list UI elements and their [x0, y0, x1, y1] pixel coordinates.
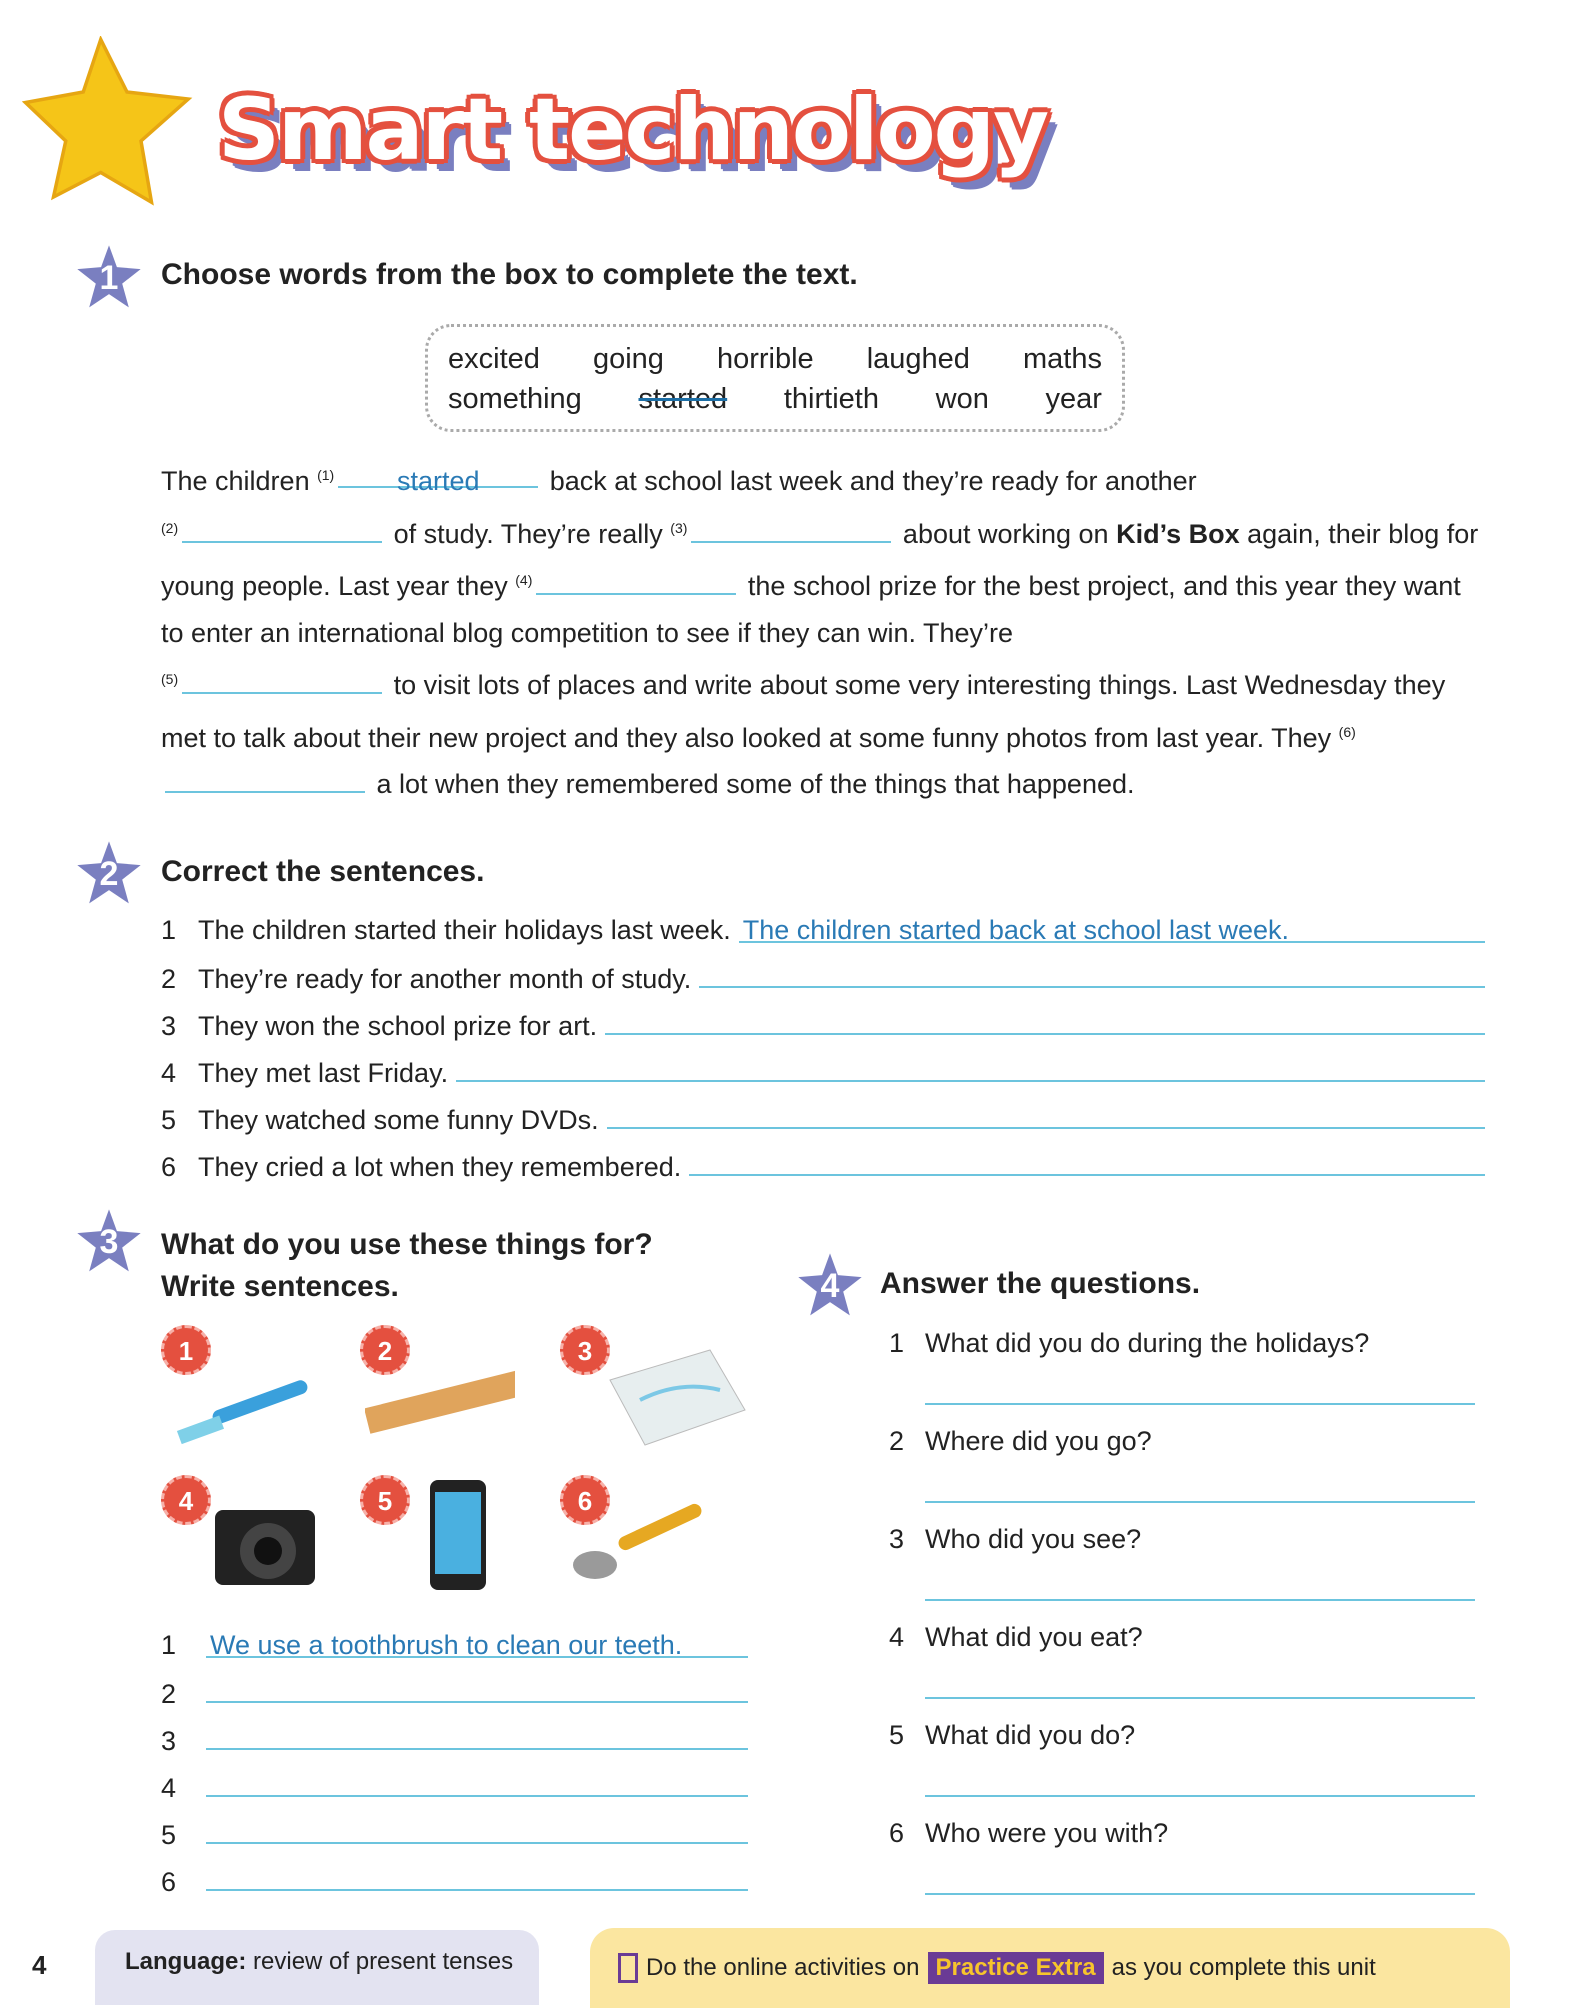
answer-line[interactable]: [607, 1103, 1485, 1129]
picture-number: 1: [161, 1325, 211, 1375]
correction-item: [161, 1056, 1485, 1089]
spoon-icon: [565, 1490, 715, 1600]
text: 5: [161, 1820, 177, 1850]
correction-item: [161, 1103, 1485, 1136]
text: They met last Friday.: [198, 1058, 449, 1088]
text: 6: [889, 1818, 905, 1848]
answer-line[interactable]: [605, 1009, 1485, 1035]
exercise-1-heading: Choose words from the box to complete the text.: [161, 258, 858, 291]
answer-line[interactable]: [699, 962, 1485, 988]
answer-line[interactable]: [456, 1056, 1485, 1082]
text: 1: [889, 1328, 905, 1358]
text: They’re ready for another month of study.: [198, 964, 692, 994]
word: laughed: [866, 343, 970, 375]
text: What did you eat?: [925, 1622, 1143, 1652]
picture-number: 5: [360, 1475, 410, 1525]
toothbrush-icon: [170, 1355, 320, 1465]
sentence-item: [161, 1724, 748, 1757]
text: (5): [161, 671, 179, 687]
answer-line[interactable]: The children started back at school last week.: [739, 917, 1485, 943]
question-item: [889, 1720, 1135, 1751]
gap-3[interactable]: [691, 513, 891, 543]
badge-number: 2: [99, 855, 119, 893]
text: as you complete this unit: [1111, 1954, 1376, 1981]
text: Language:: [125, 1948, 247, 1975]
word: maths: [1022, 343, 1102, 375]
practice-extra-icon: [618, 1953, 638, 1983]
text: Who were you with?: [925, 1818, 1169, 1848]
word: going: [592, 343, 664, 375]
text: the school prize for the best project, and this year they want to enter an international blog competition to see if they can win. They’re: [161, 571, 1461, 648]
picture-number: 2: [360, 1325, 410, 1375]
star-icon: [22, 36, 197, 211]
text: 1: [161, 1630, 177, 1660]
text: of study. They’re really: [393, 518, 663, 549]
answer-line[interactable]: [925, 1795, 1475, 1797]
text: (3): [670, 519, 688, 536]
answer-line[interactable]: [925, 1501, 1475, 1503]
language-box: [95, 1930, 539, 2005]
question-item: [889, 1524, 1141, 1555]
answer-line[interactable]: [206, 1771, 748, 1797]
gap-6[interactable]: [165, 763, 365, 793]
picture-number: 6: [560, 1475, 610, 1525]
map-icon: [600, 1340, 750, 1450]
question-item: [889, 1818, 1168, 1849]
page-number: 4: [32, 1950, 47, 1980]
text: They won the school prize for art.: [198, 1011, 598, 1041]
correction-item: [161, 1150, 1485, 1183]
text: What do you use these things for?: [161, 1228, 653, 1261]
sentence-item: [161, 1677, 748, 1710]
sentence-item: [161, 1771, 748, 1804]
text: 4: [889, 1622, 905, 1652]
cloze-text: [161, 452, 1481, 808]
answer-line[interactable]: [925, 1697, 1475, 1699]
word: excited: [448, 343, 540, 375]
camera-icon: [200, 1485, 350, 1595]
gap-4[interactable]: [536, 565, 736, 595]
text: 3: [889, 1524, 905, 1554]
correction-item: [161, 915, 1485, 946]
answer-line[interactable]: [206, 1818, 748, 1844]
gap-5[interactable]: [182, 664, 382, 694]
text: Kid’s Box: [1116, 518, 1240, 549]
text: about working on: [902, 518, 1109, 549]
gap-1[interactable]: started: [338, 458, 538, 488]
text: (4): [515, 572, 533, 588]
answer-line[interactable]: [206, 1677, 748, 1703]
sentence-item: [161, 1630, 748, 1661]
text: 4: [161, 1773, 177, 1803]
text: review of present tenses: [253, 1948, 514, 1975]
ruler-icon: [365, 1355, 515, 1465]
text: 6: [161, 1867, 177, 1897]
word: thirtieth: [783, 383, 879, 415]
text: 5: [889, 1720, 905, 1750]
exercise-badge-2: [76, 840, 142, 906]
word-used: started: [638, 383, 728, 415]
text: The children: [161, 466, 310, 496]
exercise-badge-4: [797, 1252, 863, 1318]
gap-2[interactable]: [182, 513, 382, 543]
text: 4: [161, 1058, 177, 1088]
word: won: [935, 383, 989, 415]
smartphone-icon: [400, 1480, 550, 1590]
answer-line[interactable]: [925, 1893, 1475, 1895]
page-title: Smart technology: [218, 80, 1048, 180]
text: (1): [317, 467, 335, 483]
text: (6): [1338, 723, 1356, 740]
word-box: [425, 324, 1125, 432]
text: 2: [161, 1679, 177, 1709]
online-activities-box: [590, 1928, 1510, 2008]
exercise-4-heading: Answer the questions.: [880, 1267, 1201, 1300]
text: 3: [161, 1726, 177, 1756]
text: What did you do?: [925, 1720, 1136, 1750]
text: 5: [161, 1105, 177, 1135]
text: They cried a lot when they remembered.: [198, 1152, 682, 1182]
answer-line[interactable]: [925, 1599, 1475, 1601]
picture-number: 4: [161, 1475, 211, 1525]
exercise-badge-1: [76, 244, 142, 310]
text: Where did you go?: [925, 1426, 1152, 1456]
correction-item: [161, 962, 1485, 995]
text: The children started their holidays last week.: [198, 915, 731, 945]
practice-extra-link[interactable]: Practice Extra: [928, 1952, 1104, 1984]
exercise-2-heading: Correct the sentences.: [161, 855, 485, 888]
text: (2): [161, 519, 179, 536]
text: back at school last week and they’re ready for another: [549, 466, 1197, 496]
badge-number: 3: [99, 1223, 119, 1261]
badge-number: 4: [820, 1267, 840, 1305]
question-item: [889, 1328, 1369, 1359]
word: year: [1045, 383, 1102, 415]
word: horrible: [716, 343, 814, 375]
sentence-item: [161, 1865, 748, 1898]
text: Do the online activities on: [646, 1954, 920, 1981]
text: 2: [889, 1426, 905, 1456]
sentence-item: [161, 1818, 748, 1851]
picture-number: 3: [560, 1325, 610, 1375]
question-item: [889, 1426, 1152, 1457]
text: a lot when they remembered some of the things that happened.: [376, 769, 1135, 799]
text: Write sentences.: [161, 1270, 399, 1303]
text: again, their blog for young people. Last year they: [161, 518, 1479, 601]
text: 6: [161, 1152, 177, 1182]
exercise-badge-3: [76, 1208, 142, 1274]
answer-line[interactable]: We use a toothbrush to clean our teeth.: [206, 1632, 748, 1658]
text: 2: [161, 964, 177, 994]
text: They watched some funny DVDs.: [198, 1105, 599, 1135]
text: 1: [161, 915, 177, 945]
answer-line[interactable]: [206, 1724, 748, 1750]
text: 3: [161, 1011, 177, 1041]
exercise-3-heading: [161, 1224, 653, 1308]
text: to visit lots of places and write about some very interesting things. Last Wednesday they met to talk about their new project and they also looked at some funny photos from last year. They: [161, 670, 1446, 753]
question-item: [889, 1622, 1143, 1653]
text: What did you do during the holidays?: [925, 1328, 1370, 1358]
answer-line[interactable]: [689, 1150, 1485, 1176]
answer-line[interactable]: [206, 1865, 748, 1891]
answer-line[interactable]: [925, 1403, 1475, 1405]
badge-number: 1: [99, 259, 119, 297]
text: Who did you see?: [925, 1524, 1142, 1554]
correction-item: [161, 1009, 1485, 1042]
word: something: [448, 383, 582, 415]
